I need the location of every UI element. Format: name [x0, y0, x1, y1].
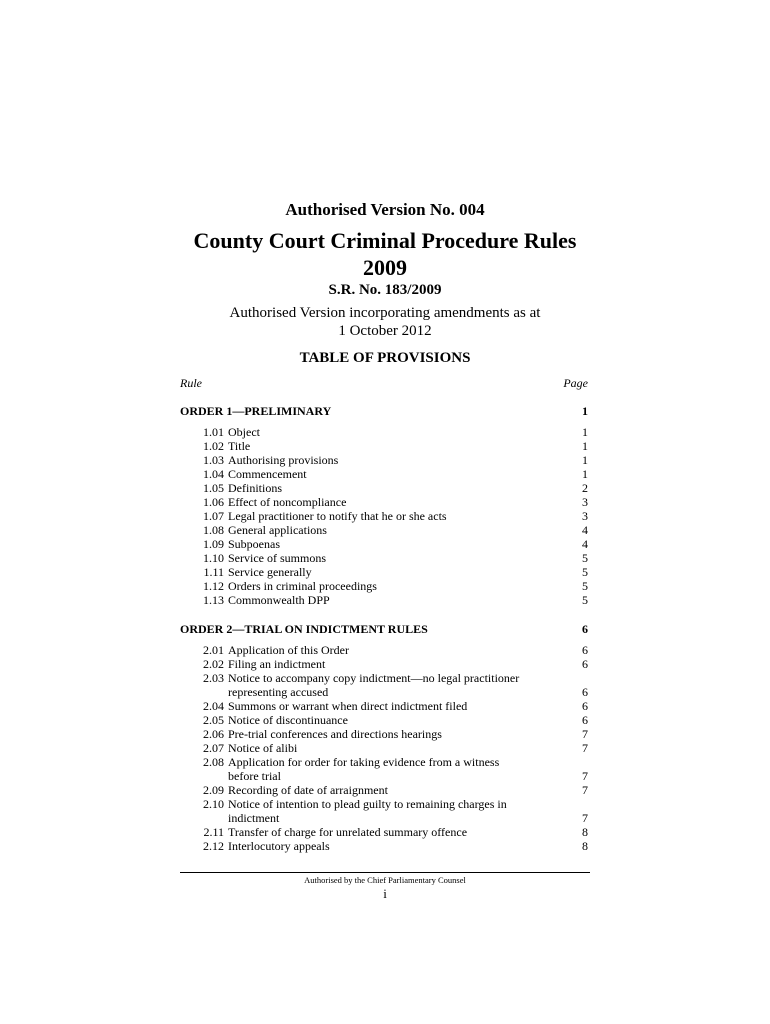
incorporating-line-1: Authorised Version incorporating amendments as at	[229, 305, 541, 321]
rule-page-number: 7	[582, 727, 588, 741]
rule-number: 1.06	[203, 495, 224, 509]
toc-entry[interactable]	[180, 671, 588, 699]
rule-page-number: 2	[582, 481, 588, 495]
rule-page-number: 3	[582, 509, 588, 523]
toc-entry[interactable]	[180, 523, 588, 537]
toc-entry[interactable]	[180, 537, 588, 551]
toc-entry[interactable]	[180, 467, 588, 481]
rule-number: 2.06	[203, 727, 224, 741]
toc-entry[interactable]	[180, 657, 588, 671]
rule-title-line-1: Notice to accompany copy indictment—no legal practitioner	[228, 671, 520, 685]
rule-title: Commonwealth DPP	[228, 593, 330, 607]
toc-entry[interactable]	[180, 699, 588, 713]
title-line-1: County Court Criminal Procedure Rules	[193, 228, 577, 253]
title-line-2: 2009	[363, 255, 407, 280]
rule-page-number: 6	[582, 657, 588, 671]
rule-title: Summons or warrant when direct indictment filed	[228, 699, 468, 713]
rule-number: 2.11	[203, 825, 224, 839]
rule-number: 2.12	[203, 839, 224, 853]
rule-title: Authorising provisions	[228, 453, 339, 467]
rule-page-number: 8	[582, 825, 588, 839]
incorporating-line-2: 1 October 2012	[338, 323, 432, 339]
rule-title: Application of this Order	[228, 643, 349, 657]
rule-title	[228, 671, 548, 699]
toc-entry[interactable]	[180, 439, 588, 453]
rule-title: Filing an indictment	[228, 657, 326, 671]
toc-entry[interactable]	[180, 453, 588, 467]
rule-page-number: 5	[582, 593, 588, 607]
rule-page-number: 7	[582, 811, 588, 825]
rule-number: 1.10	[203, 551, 224, 565]
rule-page-number: 7	[582, 741, 588, 755]
order-page-number: 6	[582, 622, 588, 636]
rule-number: 1.12	[203, 579, 224, 593]
order-heading-text: ORDER 2—TRIAL ON INDICTMENT RULES	[180, 622, 428, 636]
rule-title: Service generally	[228, 565, 312, 579]
toc-entry[interactable]	[180, 783, 588, 797]
rule-page-number: 6	[582, 685, 588, 699]
rule-title: General applications	[228, 523, 327, 537]
rule-title: Subpoenas	[228, 537, 280, 551]
rule-number: 2.03	[203, 671, 224, 685]
rule-page-number: 6	[582, 699, 588, 713]
rule-number: 2.09	[203, 783, 224, 797]
rule-title: Interlocutory appeals	[228, 839, 330, 853]
rule-number: 1.08	[203, 523, 224, 537]
rule-title: Service of summons	[228, 551, 326, 565]
rule-title: Object	[228, 425, 260, 439]
column-headings	[180, 376, 588, 391]
rule-title: Legal practitioner to notify that he or she acts	[228, 509, 447, 523]
rule-number: 2.01	[203, 643, 224, 657]
rule-page-number: 1	[582, 425, 588, 439]
rule-page-number: 5	[582, 551, 588, 565]
rule-page-number: 1	[582, 467, 588, 481]
order-2-rules	[180, 643, 588, 853]
rule-page-number: 7	[582, 783, 588, 797]
page-column-heading: Page	[563, 376, 588, 390]
order-heading[interactable]	[180, 622, 588, 637]
rule-number: 2.04	[203, 699, 224, 713]
rule-title: Title	[228, 439, 251, 453]
rule-number: 1.03	[203, 453, 224, 467]
order-heading[interactable]	[180, 404, 588, 419]
rule-number: 2.05	[203, 713, 224, 727]
toc-entry[interactable]	[180, 755, 588, 783]
toc-entry[interactable]	[180, 495, 588, 509]
rule-number: 1.02	[203, 439, 224, 453]
rule-column-heading: Rule	[180, 376, 202, 390]
rule-title: Recording of date of arraignment	[228, 783, 388, 797]
incorporating-statement	[180, 304, 590, 340]
rule-title: Notice of alibi	[228, 741, 298, 755]
rule-number: 2.07	[203, 741, 224, 755]
rule-page-number: 1	[582, 439, 588, 453]
rule-page-number: 7	[582, 769, 588, 783]
rule-title: Effect of noncompliance	[228, 495, 347, 509]
rule-title-line-2: indictment	[228, 811, 280, 825]
toc-entry[interactable]	[180, 509, 588, 523]
toc-entry[interactable]	[180, 839, 588, 853]
statutory-rule-number: S.R. No. 183/2009	[328, 282, 442, 298]
rule-page-number: 8	[582, 839, 588, 853]
rule-page-number: 6	[582, 643, 588, 657]
rule-title	[228, 797, 548, 825]
rule-page-number: 3	[582, 495, 588, 509]
rule-title: Transfer of charge for unrelated summary offence	[228, 825, 468, 839]
rule-number: 1.01	[203, 425, 224, 439]
toc-entry[interactable]	[180, 551, 588, 565]
rule-title: Commencement	[228, 467, 307, 481]
table-of-provisions-heading: TABLE OF PROVISIONS	[299, 350, 471, 366]
rule-title: Orders in criminal proceedings	[228, 579, 377, 593]
rule-title-line-1: Application for order for taking evidence from a witness	[228, 755, 500, 769]
rule-title: Pre-trial conferences and directions hearings	[228, 727, 442, 741]
footer-authorisation-note: Authorised by the Chief Parliamentary Counsel	[304, 875, 466, 885]
rule-number: 1.11	[203, 565, 224, 579]
rule-number: 1.13	[203, 593, 224, 607]
rule-page-number: 5	[582, 565, 588, 579]
rule-number: 1.09	[203, 537, 224, 551]
toc-entry[interactable]	[180, 825, 588, 839]
rule-number: 1.05	[203, 481, 224, 495]
toc-entry[interactable]	[180, 713, 588, 727]
toc-entry[interactable]	[180, 797, 588, 825]
toc-entry[interactable]	[180, 425, 588, 439]
rule-number: 2.02	[203, 657, 224, 671]
order-1-rules	[180, 425, 588, 607]
rule-number: 2.10	[203, 797, 224, 811]
toc-entry[interactable]	[180, 481, 588, 495]
toc-entry[interactable]	[180, 579, 588, 593]
rule-title-line-2: before trial	[228, 769, 281, 783]
rule-page-number: 1	[582, 453, 588, 467]
rule-title-line-1: Notice of intention to plead guilty to remaining charges in	[228, 797, 507, 811]
toc-entry[interactable]	[180, 643, 588, 657]
order-heading-text: ORDER 1—PRELIMINARY	[180, 404, 332, 418]
rule-page-number: 4	[582, 537, 588, 551]
footer-divider	[180, 872, 590, 873]
rule-page-number: 5	[582, 579, 588, 593]
rule-number: 1.04	[203, 467, 224, 481]
rule-title: Definitions	[228, 481, 282, 495]
rule-title	[228, 755, 548, 783]
rule-page-number: 4	[582, 523, 588, 537]
toc-entry[interactable]	[180, 565, 588, 579]
toc-entry[interactable]	[180, 741, 588, 755]
document-title	[180, 227, 590, 281]
rule-title: Notice of discontinuance	[228, 713, 348, 727]
order-page-number: 1	[582, 404, 588, 418]
rule-title-line-2: representing accused	[228, 685, 329, 699]
toc-entry[interactable]	[180, 727, 588, 741]
rule-page-number: 6	[582, 713, 588, 727]
rule-number: 1.07	[203, 509, 224, 523]
toc-entry[interactable]	[180, 593, 588, 607]
footer-page-number: i	[383, 886, 387, 901]
authorised-version-number: Authorised Version No. 004	[285, 200, 485, 219]
rule-number: 2.08	[203, 755, 224, 769]
